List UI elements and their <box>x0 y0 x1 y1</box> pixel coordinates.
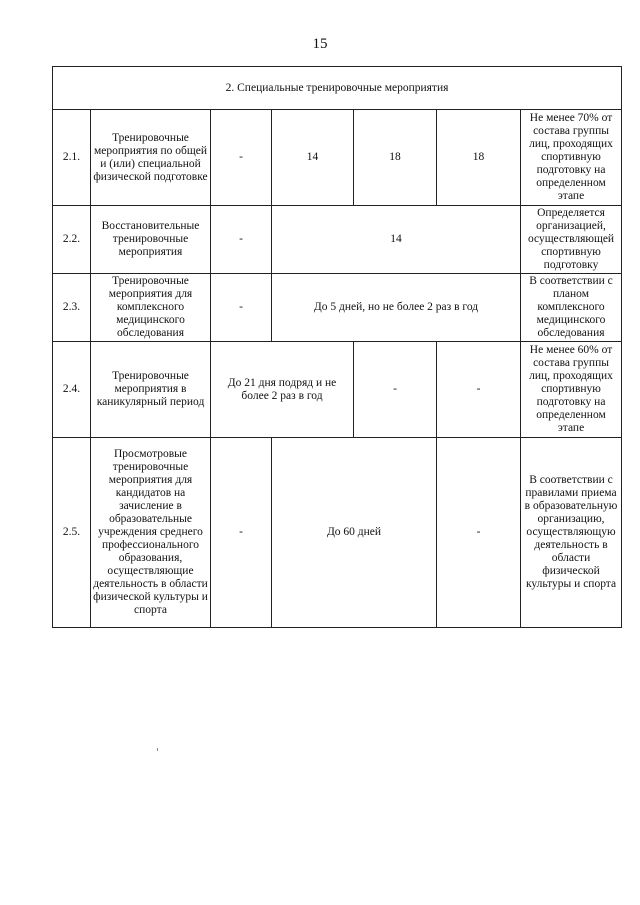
table-row <box>53 342 622 438</box>
cell-value: - <box>211 438 272 628</box>
row-number: 2.5. <box>53 438 91 628</box>
cell-value: - <box>211 274 272 342</box>
table-row <box>53 206 622 274</box>
cell-value: - <box>354 342 437 438</box>
event-note: Не менее 60% от состава группы лиц, проходящих спортивную подготовку на определенном этапе <box>521 342 622 438</box>
cell-value: 18 <box>354 110 437 206</box>
merged-cell-value: До 21 дня подряд и не более 2 раз в год <box>211 342 354 438</box>
row-number: 2.1. <box>53 110 91 206</box>
event-note: Не менее 70% от состава группы лиц, проходящих спортивную подготовку на определенном этапе <box>521 110 622 206</box>
page-number: 15 <box>312 36 328 52</box>
event-name: Тренировочные мероприятия по общей и (или) специальной физической подготовке <box>91 110 211 206</box>
event-name: Просмотровые тренировочные мероприятия для кандидатов на зачисление в образовательные учреждения среднего профессионального образования, осуществляющие деятельность в области физической культуры и спорта <box>91 438 211 628</box>
event-note: В соответствии с правилами приема в образовательную организацию, осуществляющую деятельность в области физической культуры и спорта <box>521 438 622 628</box>
table-row <box>53 110 622 206</box>
row-number: 2.2. <box>53 206 91 274</box>
cell-value: - <box>211 110 272 206</box>
scan-artifact <box>157 748 158 751</box>
event-name: Тренировочные мероприятия в каникулярный период <box>91 342 211 438</box>
table-row <box>53 438 622 628</box>
event-name: Восстановительные тренировочные мероприятия <box>91 206 211 274</box>
row-number: 2.4. <box>53 342 91 438</box>
section-header-row <box>53 67 622 110</box>
training-events-table <box>52 66 622 628</box>
merged-cell-value: До 5 дней, но не более 2 раз в год <box>272 274 521 342</box>
cell-value: - <box>437 438 521 628</box>
cell-value: - <box>211 206 272 274</box>
cell-value: 14 <box>272 110 354 206</box>
event-note: В соответствии с планом комплексного медицинского обследования <box>521 274 622 342</box>
cell-value: 18 <box>437 110 521 206</box>
section-title: 2. Специальные тренировочные мероприятия <box>53 67 622 110</box>
event-name: Тренировочные мероприятия для комплексного медицинского обследования <box>91 274 211 342</box>
event-note: Определяется организацией, осуществляющей спортивную подготовку <box>521 206 622 274</box>
merged-cell-value: До 60 дней <box>272 438 437 628</box>
row-number: 2.3. <box>53 274 91 342</box>
merged-cell-value: 14 <box>272 206 521 274</box>
table-row <box>53 274 622 342</box>
cell-value: - <box>437 342 521 438</box>
